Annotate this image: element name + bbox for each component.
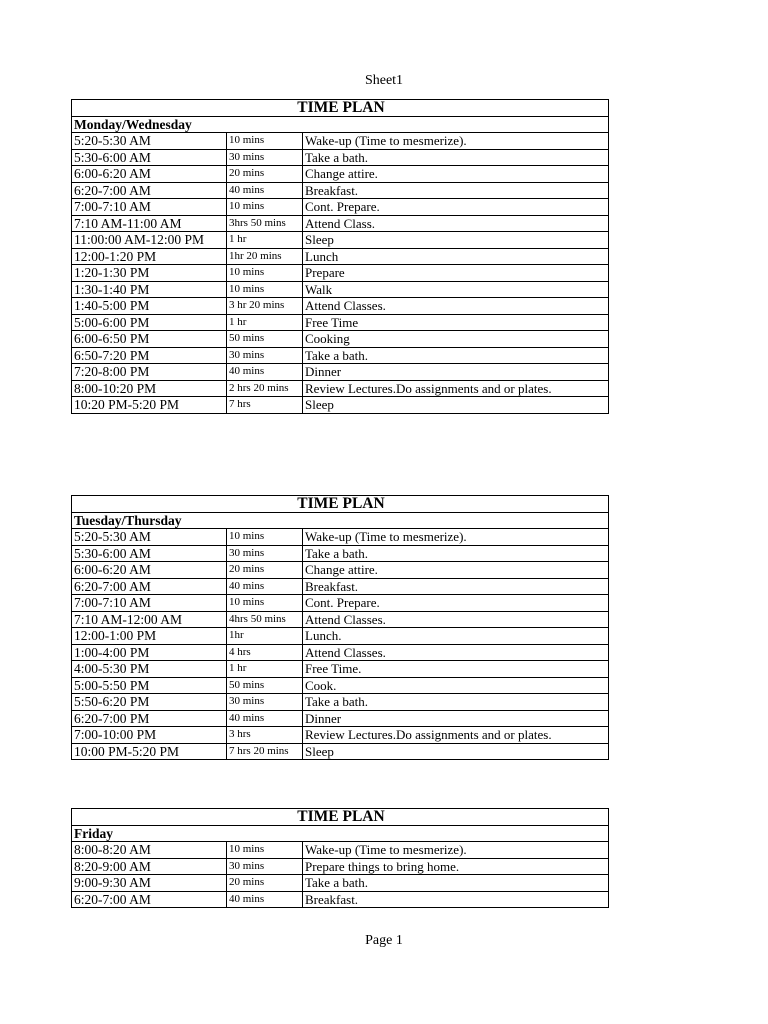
time-cell: 4:00-5:30 PM [72, 661, 227, 678]
duration-cell: 20 mins [227, 875, 303, 892]
table-row [72, 644, 609, 661]
time-cell: 5:00-5:50 PM [72, 677, 227, 694]
table-row [72, 133, 609, 150]
time-cell: 6:20-7:00 AM [72, 182, 227, 199]
time-cell: 6:00-6:20 AM [72, 166, 227, 183]
duration-cell: 10 mins [227, 529, 303, 546]
activity-cell: Attend Classes. [303, 644, 609, 661]
duration-cell: 40 mins [227, 182, 303, 199]
day-header-row [72, 825, 609, 842]
activity-cell: Dinner [303, 364, 609, 381]
activity-cell: Breakfast. [303, 891, 609, 908]
duration-cell: 50 mins [227, 677, 303, 694]
activity-cell: Take a bath. [303, 545, 609, 562]
time-plan-table-monday-wednesday [71, 99, 609, 414]
activity-cell: Take a bath. [303, 347, 609, 364]
table-row [72, 661, 609, 678]
duration-cell: 40 mins [227, 710, 303, 727]
time-cell: 12:00-1:20 PM [72, 248, 227, 265]
table-title-row [72, 809, 609, 826]
time-cell: 6:20-7:00 AM [72, 578, 227, 595]
table-body [72, 809, 609, 908]
activity-cell: Change attire. [303, 562, 609, 579]
activity-cell: Free Time. [303, 661, 609, 678]
duration-cell: 1hr [227, 628, 303, 645]
activity-cell: Free Time [303, 314, 609, 331]
time-cell: 6:00-6:50 PM [72, 331, 227, 348]
time-cell: 1:30-1:40 PM [72, 281, 227, 298]
time-cell: 5:20-5:30 AM [72, 133, 227, 150]
activity-cell: Cooking [303, 331, 609, 348]
duration-cell: 10 mins [227, 265, 303, 282]
table-title: TIME PLAN [72, 809, 609, 826]
time-cell: 8:00-8:20 AM [72, 842, 227, 859]
time-cell: 7:20-8:00 PM [72, 364, 227, 381]
table-row [72, 842, 609, 859]
table-row [72, 529, 609, 546]
table-row [72, 710, 609, 727]
table-row [72, 694, 609, 711]
time-cell: 6:20-7:00 PM [72, 710, 227, 727]
time-cell: 8:20-9:00 AM [72, 858, 227, 875]
time-cell: 1:20-1:30 PM [72, 265, 227, 282]
activity-cell: Cont. Prepare. [303, 595, 609, 612]
activity-cell: Lunch. [303, 628, 609, 645]
table-row [72, 364, 609, 381]
duration-cell: 20 mins [227, 166, 303, 183]
activity-cell: Attend Classes. [303, 298, 609, 315]
time-cell: 7:00-10:00 PM [72, 727, 227, 744]
table-row [72, 628, 609, 645]
activity-cell: Prepare things to bring home. [303, 858, 609, 875]
table-row [72, 166, 609, 183]
activity-cell: Sleep [303, 397, 609, 414]
time-cell: 5:50-6:20 PM [72, 694, 227, 711]
table-row [72, 215, 609, 232]
duration-cell: 4hrs 50 mins [227, 611, 303, 628]
table-row [72, 331, 609, 348]
table-row [72, 347, 609, 364]
time-cell: 10:20 PM-5:20 PM [72, 397, 227, 414]
time-cell: 7:00-7:10 AM [72, 595, 227, 612]
duration-cell: 40 mins [227, 578, 303, 595]
table-row [72, 314, 609, 331]
table-row [72, 875, 609, 892]
duration-cell: 1 hr [227, 661, 303, 678]
duration-cell: 7 hrs 20 mins [227, 743, 303, 760]
table-row [72, 397, 609, 414]
table-row [72, 265, 609, 282]
page-footer: Page 1 [365, 933, 403, 948]
duration-cell: 50 mins [227, 331, 303, 348]
duration-cell: 10 mins [227, 842, 303, 859]
duration-cell: 10 mins [227, 595, 303, 612]
table-row [72, 578, 609, 595]
table-body [72, 100, 609, 414]
duration-cell: 30 mins [227, 694, 303, 711]
table-row [72, 199, 609, 216]
activity-cell: Review Lectures.Do assignments and or plates. [303, 380, 609, 397]
duration-cell: 3hrs 50 mins [227, 215, 303, 232]
time-cell: 11:00:00 AM-12:00 PM [72, 232, 227, 249]
activity-cell: Walk [303, 281, 609, 298]
table-row [72, 611, 609, 628]
duration-cell: 4 hrs [227, 644, 303, 661]
activity-cell: Change attire. [303, 166, 609, 183]
time-cell: 1:00-4:00 PM [72, 644, 227, 661]
duration-cell: 2 hrs 20 mins [227, 380, 303, 397]
table-row [72, 380, 609, 397]
time-cell: 5:30-6:00 AM [72, 149, 227, 166]
time-plan-table-friday [71, 808, 609, 908]
table-title: TIME PLAN [72, 100, 609, 117]
duration-cell: 10 mins [227, 199, 303, 216]
duration-cell: 3 hrs [227, 727, 303, 744]
time-cell: 10:00 PM-5:20 PM [72, 743, 227, 760]
activity-cell: Wake-up (Time to mesmerize). [303, 529, 609, 546]
time-cell: 5:30-6:00 AM [72, 545, 227, 562]
time-cell: 6:50-7:20 PM [72, 347, 227, 364]
day-label: Friday [72, 825, 609, 842]
table-title: TIME PLAN [72, 496, 609, 513]
table-row [72, 858, 609, 875]
time-cell: 6:00-6:20 AM [72, 562, 227, 579]
time-cell: 6:20-7:00 AM [72, 891, 227, 908]
activity-cell: Lunch [303, 248, 609, 265]
duration-cell: 40 mins [227, 364, 303, 381]
time-cell: 5:20-5:30 AM [72, 529, 227, 546]
duration-cell: 3 hr 20 mins [227, 298, 303, 315]
activity-cell: Sleep [303, 232, 609, 249]
time-cell: 7:10 AM-11:00 AM [72, 215, 227, 232]
activity-cell: Breakfast. [303, 578, 609, 595]
table-row [72, 298, 609, 315]
table-body [72, 496, 609, 760]
table-row [72, 248, 609, 265]
table-title-row [72, 496, 609, 513]
duration-cell: 10 mins [227, 281, 303, 298]
sheet-name: Sheet1 [364, 73, 404, 88]
duration-cell: 7 hrs [227, 397, 303, 414]
duration-cell: 30 mins [227, 347, 303, 364]
activity-cell: Take a bath. [303, 875, 609, 892]
table-row [72, 727, 609, 744]
table-row [72, 595, 609, 612]
duration-cell: 20 mins [227, 562, 303, 579]
activity-cell: Dinner [303, 710, 609, 727]
duration-cell: 1hr 20 mins [227, 248, 303, 265]
day-header-row [72, 116, 609, 133]
duration-cell: 1 hr [227, 314, 303, 331]
duration-cell: 30 mins [227, 545, 303, 562]
table-row [72, 182, 609, 199]
table-row [72, 281, 609, 298]
table-title-row [72, 100, 609, 117]
table-row [72, 891, 609, 908]
table-row [72, 743, 609, 760]
duration-cell: 30 mins [227, 858, 303, 875]
activity-cell: Attend Classes. [303, 611, 609, 628]
duration-cell: 1 hr [227, 232, 303, 249]
table-row [72, 149, 609, 166]
activity-cell: Review Lectures.Do assignments and or plates. [303, 727, 609, 744]
duration-cell: 40 mins [227, 891, 303, 908]
time-cell: 7:00-7:10 AM [72, 199, 227, 216]
activity-cell: Cont. Prepare. [303, 199, 609, 216]
activity-cell: Cook. [303, 677, 609, 694]
day-header-row [72, 512, 609, 529]
table-row [72, 562, 609, 579]
time-cell: 8:00-10:20 PM [72, 380, 227, 397]
time-cell: 5:00-6:00 PM [72, 314, 227, 331]
table-row [72, 677, 609, 694]
time-cell: 7:10 AM-12:00 AM [72, 611, 227, 628]
time-plan-table-tuesday-thursday [71, 495, 609, 760]
activity-cell: Sleep [303, 743, 609, 760]
time-cell: 12:00-1:00 PM [72, 628, 227, 645]
activity-cell: Take a bath. [303, 694, 609, 711]
table-row [72, 545, 609, 562]
duration-cell: 30 mins [227, 149, 303, 166]
activity-cell: Wake-up (Time to mesmerize). [303, 842, 609, 859]
activity-cell: Wake-up (Time to mesmerize). [303, 133, 609, 150]
day-label: Monday/Wednesday [72, 116, 609, 133]
activity-cell: Take a bath. [303, 149, 609, 166]
activity-cell: Prepare [303, 265, 609, 282]
activity-cell: Breakfast. [303, 182, 609, 199]
time-cell: 9:00-9:30 AM [72, 875, 227, 892]
table-row [72, 232, 609, 249]
day-label: Tuesday/Thursday [72, 512, 609, 529]
activity-cell: Attend Class. [303, 215, 609, 232]
duration-cell: 10 mins [227, 133, 303, 150]
time-cell: 1:40-5:00 PM [72, 298, 227, 315]
